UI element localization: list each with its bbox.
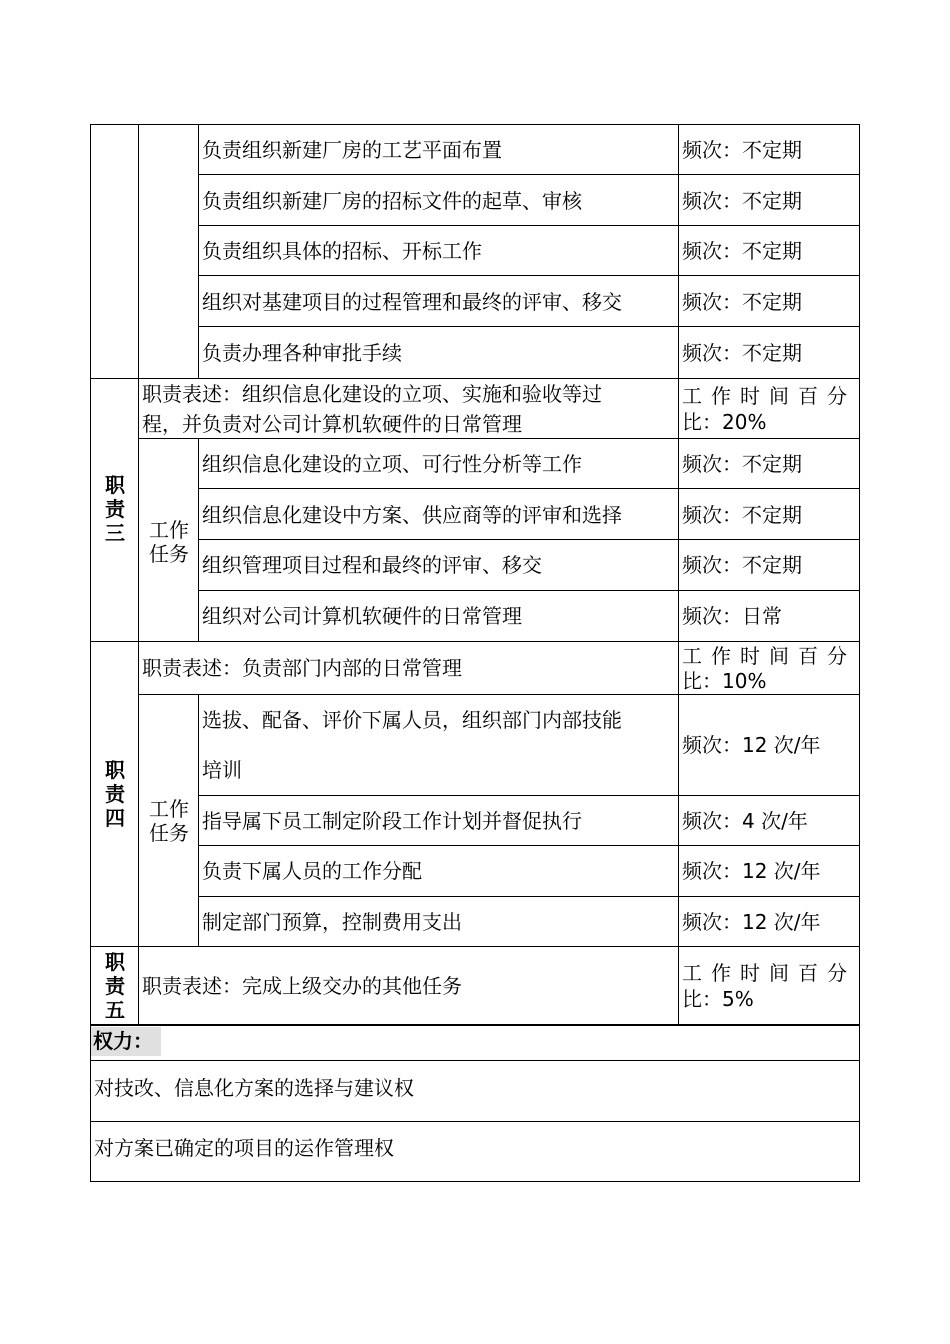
duty-4-description: 职责表述：负责部门内部的日常管理 xyxy=(142,656,462,680)
duty-5-time-percent-label: 工作时间百分 xyxy=(682,961,856,985)
task-text: 组织管理项目过程和最终的评审、移交 xyxy=(202,553,542,577)
task-frequency: 频次：不定期 xyxy=(682,452,802,476)
row-line xyxy=(198,539,860,540)
task-frequency: 频次：不定期 xyxy=(682,290,802,314)
duty-5-description: 职责表述：完成上级交办的其他任务 xyxy=(142,974,462,998)
task-frequency: 频次：不定期 xyxy=(682,138,802,162)
power-item: 对技改、信息化方案的选择与建议权 xyxy=(94,1076,414,1100)
task-text: 组织信息化建设中方案、供应商等的评审和选择 xyxy=(202,503,622,527)
task-text: 负责组织新建厂房的工艺平面布置 xyxy=(202,138,502,162)
col-divider-label xyxy=(138,124,139,1025)
col-divider-freq xyxy=(678,124,679,1025)
row-line xyxy=(198,896,860,897)
task-text: 负责组织新建厂房的招标文件的起草、审核 xyxy=(202,189,582,213)
task-frequency: 频次：不定期 xyxy=(682,553,802,577)
task-frequency: 频次：不定期 xyxy=(682,341,802,365)
duty-4-task-label: 工作 任务 xyxy=(149,797,189,845)
duty-3-label: 职 责 三 xyxy=(105,473,125,545)
duty-divider xyxy=(90,946,860,947)
task-text: 负责组织具体的招标、开标工作 xyxy=(202,239,482,263)
duty-3-time-percent: 比：20% xyxy=(682,410,767,434)
col-divider-task-a xyxy=(198,124,199,378)
duty-4-time-percent: 比：10% xyxy=(682,669,767,693)
row-line xyxy=(90,1121,860,1122)
task-frequency: 频次：12 次/年 xyxy=(682,859,821,883)
row-line xyxy=(198,174,860,175)
task-frequency: 频次：日常 xyxy=(682,604,782,628)
row-line xyxy=(90,1060,860,1061)
duty-5-label: 职 责 五 xyxy=(105,950,125,1022)
task-frequency: 频次：不定期 xyxy=(682,503,802,527)
row-line xyxy=(198,795,860,796)
task-frequency: 频次：4 次/年 xyxy=(682,809,808,833)
duty-4-time-percent-label: 工作时间百分 xyxy=(682,644,856,668)
task-text-line2: 培训 xyxy=(202,758,242,782)
duty-4-label: 职 责 四 xyxy=(105,758,125,830)
row-line xyxy=(138,694,860,695)
task-text-line1: 选拔、配备、评价下属人员，组织部门内部技能 xyxy=(202,708,622,732)
row-line xyxy=(198,275,860,276)
duty-divider xyxy=(90,641,860,642)
task-frequency: 频次：不定期 xyxy=(682,189,802,213)
task-text: 组织对公司计算机软硬件的日常管理 xyxy=(202,604,522,628)
power-section-title: 权力： xyxy=(91,1027,161,1056)
row-line xyxy=(138,438,860,439)
table-bottom-border xyxy=(90,1181,860,1182)
duty-3-description-line2: 程，并负责对公司计算机软硬件的日常管理 xyxy=(142,412,522,436)
task-frequency: 频次：12 次/年 xyxy=(682,910,821,934)
task-text: 负责办理各种审批手续 xyxy=(202,341,402,365)
duty-3-time-percent-label: 工作时间百分 xyxy=(682,384,856,408)
row-line xyxy=(198,845,860,846)
row-line xyxy=(198,225,860,226)
duty-3-description-line1: 职责表述：组织信息化建设的立项、实施和验收等过 xyxy=(142,382,602,406)
duty-divider xyxy=(90,378,860,379)
task-text: 负责下属人员的工作分配 xyxy=(202,859,422,883)
task-text: 指导属下员工制定阶段工作计划并督促执行 xyxy=(202,809,582,833)
power-item: 对方案已确定的项目的运作管理权 xyxy=(94,1136,394,1160)
task-text: 制定部门预算，控制费用支出 xyxy=(202,910,462,934)
row-line xyxy=(198,590,860,591)
row-line xyxy=(198,488,860,489)
task-text: 组织信息化建设的立项、可行性分析等工作 xyxy=(202,452,582,476)
task-text: 组织对基建项目的过程管理和最终的评审、移交 xyxy=(202,290,622,314)
row-line xyxy=(198,326,860,327)
task-frequency: 频次：12 次/年 xyxy=(682,733,821,757)
duty-5-time-percent: 比：5% xyxy=(682,987,754,1011)
task-frequency: 频次：不定期 xyxy=(682,239,802,263)
table-top-border xyxy=(90,124,860,125)
duty-3-task-label: 工作 任务 xyxy=(149,518,189,566)
power-section-top xyxy=(90,1024,860,1026)
